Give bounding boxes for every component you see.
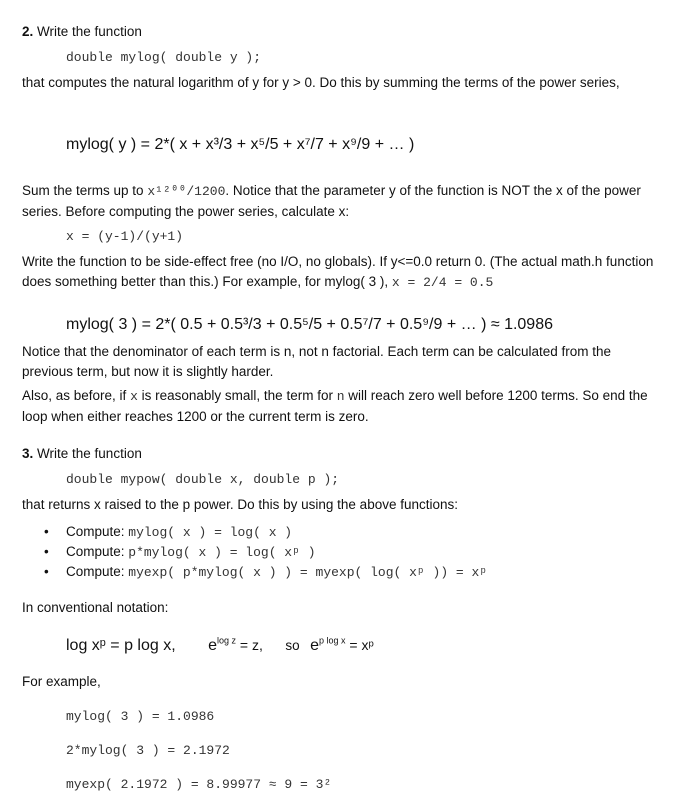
- side-code: x = 2/4 = 0.5: [391, 275, 494, 290]
- mylog-example-formula: mylog( 3 ) = 2*( 0.5 + 0.5³/3 + 0.5⁵/5 + 0.5⁷/7 + 0.5⁹/9 + … ) ≈ 1.0986: [66, 316, 553, 333]
- section-3-heading: [22, 444, 662, 464]
- sum-post: . Notice that the parameter y of the function is NOT the x of the power series. Before computing the power series, calculate x:: [22, 183, 641, 219]
- also-pre: Also, as before, if: [22, 388, 131, 403]
- bullet-item: [44, 562, 487, 583]
- section-2-heading: [22, 22, 662, 42]
- sum-pre: Sum the terms up to: [22, 183, 148, 198]
- section-number: 3.: [22, 446, 34, 461]
- mypow-intro: that returns x raised to the p power. Do this by using the above functions:: [22, 497, 459, 512]
- also-mid: is reasonably small, the term for: [137, 388, 337, 403]
- exp-log-identity: [208, 637, 263, 654]
- exp-superscript: log z: [217, 635, 237, 646]
- heading-text: Write the function: [37, 446, 142, 461]
- bullet-code: myexp( p*mylog( x ) ) = myexp( log( xᵖ )) = xᵖ: [128, 565, 488, 580]
- mypow-prototype: double mypow( double x, double p );: [66, 472, 340, 487]
- exp-power-identity: [310, 637, 374, 654]
- sum-code: x¹²⁰⁰/1200: [147, 184, 226, 199]
- also-x: x: [130, 389, 138, 404]
- so-word: so: [285, 638, 300, 653]
- side-pre: Write the function to be side-effect free (no I/O, no globals). If y<=0.0 return 0. (The actual math.h function does something better than this.) For example, for mylog( 3 ),: [22, 254, 654, 289]
- x-calculation: x = (y-1)/(y+1): [66, 229, 184, 244]
- also-paragraph: [22, 386, 662, 427]
- exp-rest: = xᵖ: [345, 637, 374, 653]
- bullet-item: [44, 542, 316, 563]
- conventional-label: In conventional notation:: [22, 600, 169, 615]
- side-effect-paragraph: [22, 252, 662, 293]
- notice-paragraph: Notice that the denominator of each term is n, not n factorial. Each term can be calculated from the previous term, but now it is slightly harder.: [22, 344, 612, 379]
- also-n: n: [336, 389, 345, 404]
- power-series-formula: mylog( y ) = 2*( x + x³/3 + x⁵/5 + x⁷/7 + x⁹/9 + … ): [66, 136, 415, 153]
- sum-terms-paragraph: [22, 181, 662, 222]
- section-number: 2.: [22, 24, 34, 39]
- example-line-2: 2*mylog( 3 ) = 2.1972: [66, 743, 230, 758]
- bullet-code: p*mylog( x ) = log( xᵖ ): [128, 545, 316, 560]
- bullet-label: Compute:: [66, 564, 129, 579]
- also-post: will reach zero well before 1200 terms. So end the loop when either reaches 1200 or the current term is zero.: [22, 388, 648, 424]
- exp-base: e: [310, 637, 319, 654]
- exp-rest: = z,: [236, 637, 263, 653]
- log-power-rule: log xᵖ = p log x,: [66, 637, 176, 654]
- bullet-code: mylog( x ) = log( x ): [128, 525, 293, 540]
- bullet-item: [44, 522, 292, 543]
- example-line-3: myexp( 2.1972 ) = 8.99977 ≈ 9 = 3²: [66, 777, 332, 792]
- bullet-label: Compute:: [66, 544, 129, 559]
- exp-base: e: [208, 637, 218, 654]
- mylog-intro: that computes the natural logarithm of y for y > 0. Do this by summing the terms of the power series,: [22, 75, 620, 90]
- heading-text: Write the function: [37, 24, 142, 39]
- mylog-prototype: double mylog( double y );: [66, 50, 262, 65]
- bullet-label: Compute:: [66, 524, 129, 539]
- conventional-formulas: [66, 635, 646, 656]
- exp-superscript: p log x: [318, 635, 346, 646]
- example-line-1: mylog( 3 ) = 1.0986: [66, 709, 215, 724]
- for-example-label: For example,: [22, 674, 101, 689]
